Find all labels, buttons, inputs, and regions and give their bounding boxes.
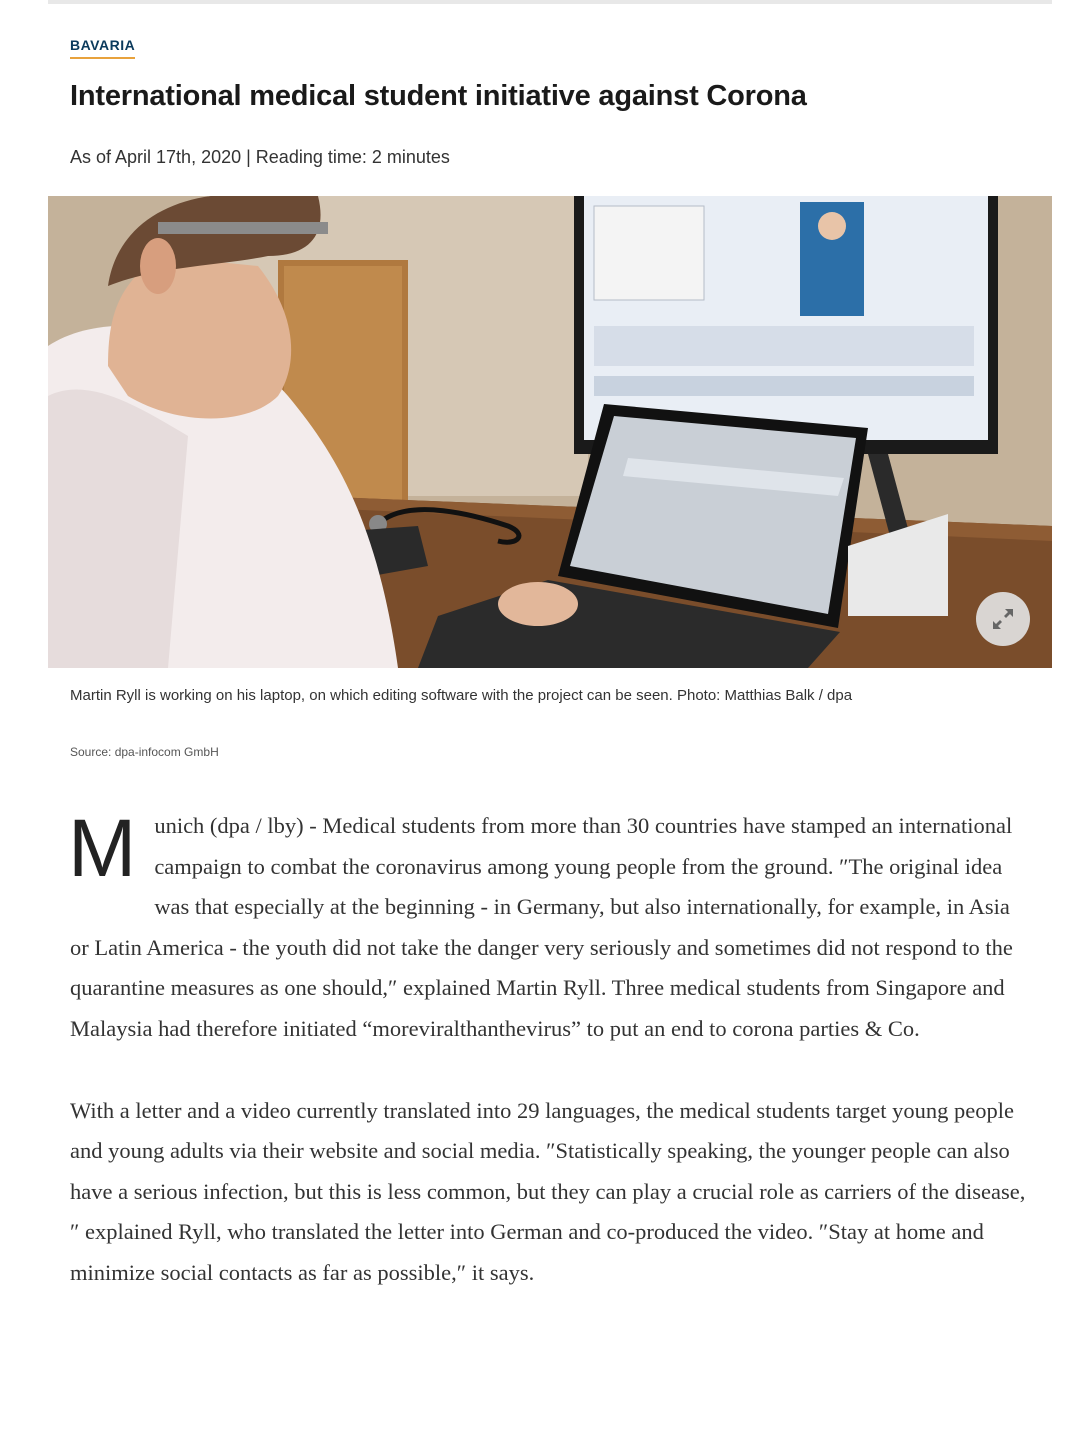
expand-image-button[interactable] — [976, 592, 1030, 646]
drop-cap: M — [68, 803, 137, 894]
image-source: Source: dpa-infocom GmbH — [70, 745, 219, 759]
expand-icon — [989, 605, 1017, 633]
paragraph-1 — [68, 803, 1030, 1050]
paragraph-2: With a letter and a video currently translated into 29 languages, the medical students target young people and young adults via their website and social media. ″Statistically speaking, the younger people can also have a serious infection, but this is less common, but they can play a crucial role as carriers of the disease,″ explained Ryll, who translated the letter into German and co-produced the video. ″Stay at home and minimize social contacts as far as possible,″ it says. — [70, 1097, 1026, 1285]
article-title: International medical student initiative against Corona — [70, 80, 807, 112]
article-meta: As of April 17th, 2020 | Reading time: 2 minutes — [70, 147, 450, 167]
image-caption: Martin Ryll is working on his laptop, on which editing software with the project can be seen. Photo: Matthias Balk / dpa — [70, 687, 853, 704]
hero-photo — [48, 196, 1052, 668]
article-hero-image[interactable] — [48, 196, 1052, 668]
top-divider — [48, 0, 1052, 4]
section-kicker[interactable]: BAVARIA — [70, 37, 135, 59]
article-body — [68, 803, 1030, 1335]
paragraph-1-text: unich (dpa / lby) - Medical students from more than 30 countries have stamped an international campaign to combat the coronavirus among young people from the ground. ″The original idea was that especially at the beginning - in Germany, but also internationally, for example, in Asia or Latin America - the youth did not take the danger very seriously and sometimes did not respond to the quarantine measures as one should,″ explained Martin Ryll. Three medical students from Singapore and Malaysia had therefore initiated “moreviralthanthevirus” to put an end to corona parties & Co. — [70, 813, 1013, 1041]
